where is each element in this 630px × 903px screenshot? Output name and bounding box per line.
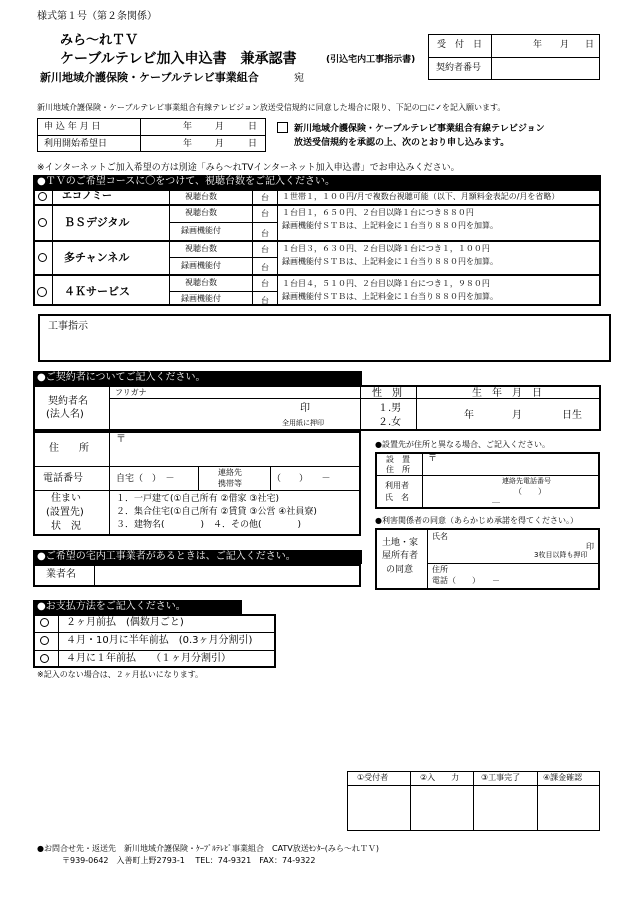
apply-date-field[interactable]	[141, 119, 265, 134]
contract-no-field[interactable]	[492, 58, 599, 79]
install-note: ●設置先が住所と異なる場合、ご記入ください。	[375, 440, 550, 449]
course-bs-desc1: １台目１，６５０円、２台目以降１台につき８８０円	[282, 208, 474, 217]
course-multi-desc2: 録画機能付ＳＴＢは、上記料金に１台当り８８０円を加算。	[282, 257, 498, 266]
payment-option-2: ４月・10月に半年前払 (0.3ヶ月分割引)	[66, 635, 253, 646]
contractor-section-header: ●ご契約者についてご記入ください。	[33, 371, 362, 385]
install-phone-field[interactable]: （ ）	[514, 487, 546, 496]
payment-option-3-radio[interactable]	[40, 654, 49, 663]
course-section-header: ●ＴＶのご希望コースに〇をつけて、視聴台数をご記入ください。	[33, 175, 601, 189]
course-economy-name: エコノミー	[62, 191, 112, 202]
office-col-input: ②入 力	[420, 773, 460, 782]
office-col-complete: ③工事完了	[481, 773, 521, 782]
seal-mark: 印	[300, 403, 310, 414]
install-address-field[interactable]	[440, 453, 598, 474]
agreement-checkbox[interactable]	[277, 122, 288, 133]
course-multi-name: 多チャンネル	[64, 251, 130, 264]
start-date-label: 利用開始希望日	[44, 139, 108, 149]
course-multi-radio[interactable]	[38, 253, 47, 262]
mobile-phone-field[interactable]: （ ） －	[272, 474, 331, 484]
course-economy-desc: １世帯１，１００円/月で複数台視聴可能（以下、月額料金表記の/月を省略）	[282, 192, 560, 201]
course-bs-desc2: 録画機能付ＳＴＢは、上記料金に１台当り８８０円を加算。	[282, 221, 498, 230]
construction-label: 工事指示	[48, 321, 88, 332]
company-name-field[interactable]	[96, 566, 358, 585]
office-col-reception: ①受付者	[357, 773, 389, 782]
housing-option-1[interactable]: １．一戸建て(①自己所有 ②借家 ③社宅)	[116, 494, 279, 504]
reception-label: 受 付 日	[437, 40, 483, 50]
contract-no-label: 契約者番号	[436, 63, 482, 73]
contractor-name-field[interactable]	[112, 400, 292, 429]
owner-address-field[interactable]	[452, 564, 597, 575]
gender-female[interactable]: ２.女	[378, 417, 402, 428]
agreement-line1: 新川地域介護保険・ケーブルテレビ事業組合有線テレビジョン	[294, 124, 545, 134]
payment-section-header: ●お支払方法をご記入ください。	[33, 600, 242, 614]
payment-option-2-radio[interactable]	[40, 636, 49, 645]
form-id: 様式第１号（第２条関係）	[37, 11, 157, 22]
office-col-billing: ④課金確認	[543, 773, 583, 782]
housing-option-3[interactable]: ３．建物名( ) ４．その他( )	[116, 520, 302, 530]
payment-option-1: ２ヶ月前払 (偶数月ごと)	[66, 617, 184, 628]
addressee: 宛	[294, 73, 304, 84]
reception-year: 年	[533, 40, 543, 50]
course-economy-radio[interactable]	[38, 192, 47, 201]
footer-address: 〒939-0642 入善町上野2793-1 TEL：74-9321 FAX：74-9322	[62, 856, 316, 865]
internet-note: ※インターネットご加入希望の方は別途「みら～れTVインターネット加入申込書」でお申込みください。	[37, 163, 460, 173]
address-field[interactable]	[128, 433, 358, 464]
course-4k-desc1: １台目４，５１０円、２台目以降１台につき１，９８０円	[282, 279, 490, 288]
owner-name-field[interactable]	[450, 530, 580, 550]
stakeholder-note: ●利害関係者の同意（あらかじめ承諾を得てください。）	[375, 516, 578, 525]
payment-option-3: ４月に１年前払 （１ヶ月分割引）	[66, 653, 231, 664]
housing-option-2[interactable]: ２．集合住宅(①自己所有 ②賃貸 ③公営 ④社員寮)	[116, 507, 317, 517]
title-note: (引込宅内工事指示書)	[326, 55, 416, 65]
course-bs-radio[interactable]	[38, 218, 47, 227]
course-4k-name: ４Ｋサービス	[64, 285, 130, 298]
footer-contact: ●お問合せ先・返送先 新川地域介護保険・ｹｰﾌﾞﾙﾃﾚﾋﾞ事業組合 CATV放送ｾﾝﾀｰ(みら～れＴＶ)	[37, 844, 380, 853]
install-user-name-field[interactable]	[424, 477, 494, 507]
reception-day: 日	[585, 40, 595, 50]
reception-month: 月	[560, 40, 570, 50]
start-date-field[interactable]	[141, 136, 265, 151]
agreement-line2: 放送受信規約を承認の上、次のとおり申し込みます。	[294, 138, 510, 148]
page-title: ケーブルテレビ加入申込書 兼承認書	[60, 51, 297, 67]
agreement-intro: 新川地域介護保険・ケーブルテレビ事業組合有線テレビジョン放送受信規約に同意した場合に限り、下記の□に✓を記入願います。	[37, 103, 506, 112]
furigana-field[interactable]	[150, 386, 358, 397]
payment-option-1-radio[interactable]	[40, 618, 49, 627]
brand-name: みら～れＴＶ	[60, 33, 139, 48]
course-4k-radio[interactable]	[37, 287, 47, 297]
construction-field[interactable]	[110, 318, 605, 358]
course-4k-desc2: 録画機能付ＳＴＢは、上記料金に１台当り８８０円を加算。	[282, 292, 498, 301]
home-phone-field[interactable]: 自宅（ ） －	[116, 474, 175, 484]
owner-phone-field[interactable]: 電話（ ） －	[432, 576, 500, 585]
gender-male[interactable]: １.男	[378, 403, 402, 414]
course-multi-desc1: １台目３，６３０円、２台目以降１台につき１，１００円	[282, 244, 490, 253]
payment-note: ※記入のない場合は、２ヶ月払いになります。	[37, 670, 204, 679]
apply-date-label: 申 込 年 月 日	[44, 122, 101, 132]
company-section-header: ●ご希望の宅内工事業者があるときは、ご記入ください。	[33, 550, 362, 564]
org-name: 新川地域介護保険・ケーブルテレビ事業組合	[40, 71, 259, 84]
course-bs-name: ＢＳデジタル	[64, 216, 130, 229]
